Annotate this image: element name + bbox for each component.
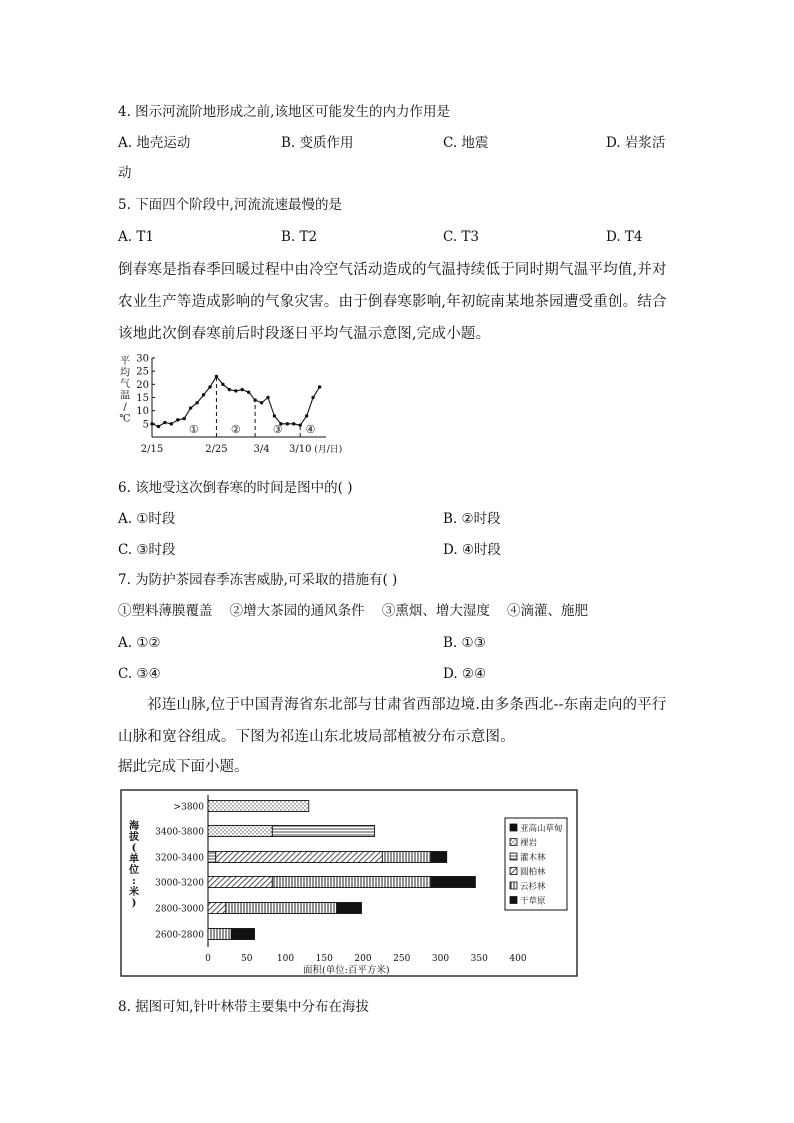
vegetation-bar-chart (120, 789, 580, 979)
period-label: ④ (305, 423, 316, 436)
legend-label: 圆柏林 (520, 867, 546, 878)
y-axis-label-char: 米 (129, 887, 139, 898)
passage-qilian-mountains: 祁连山脉,位于中国青海省东北部与甘肃省西部边境.由多条西北--东南走向的平行山脉和宽谷组成。下图为祁连山东北坡局部植被分布示意图。 (118, 697, 667, 745)
y-tick-label: 5 (142, 419, 149, 431)
x-tick-label: 2/25 (205, 444, 228, 455)
x-tick-label: 100 (276, 954, 295, 964)
q6-option-b[interactable]: B. ②时段 (443, 511, 501, 527)
legend-swatch (510, 824, 517, 831)
y-axis-label-char: 位 (129, 865, 139, 876)
period-label: ② (230, 423, 241, 436)
temperature-point (234, 389, 237, 392)
y-tick-label: 30 (136, 353, 149, 365)
y-axis-label-char: 海 (129, 821, 139, 832)
q6-stem: 6. 该地受这次倒春寒的时间是图中的( ) (118, 480, 353, 496)
y-axis-label-char: : (132, 876, 136, 887)
temperature-point (241, 388, 244, 391)
bar-segment (208, 877, 272, 888)
y-tick-label: 25 (136, 366, 149, 378)
legend-label: 灌木林 (520, 853, 546, 863)
y-axis-label-char: ( (131, 843, 137, 854)
bar-segment (226, 903, 337, 914)
bar-segment (272, 877, 431, 888)
temperature-point (292, 422, 295, 425)
x-tick-label: 2/15 (140, 444, 164, 455)
category-label: 3400-3800 (155, 827, 204, 838)
bar-segment (216, 852, 383, 863)
y-axis-label-char: 平 (120, 356, 130, 367)
q7-option-d[interactable]: D. ②④ (443, 666, 487, 682)
q6-option-d[interactable]: D. ④时段 (443, 542, 502, 558)
period-label: ③ (272, 423, 283, 436)
x-tick-label: 150 (315, 954, 333, 964)
q7-option-b[interactable]: B. ①③ (443, 635, 486, 651)
temperature-point (183, 417, 186, 420)
bar-segment (431, 852, 447, 863)
temperature-point (299, 423, 302, 426)
q6-option-c[interactable]: C. ③时段 (118, 542, 176, 558)
temperature-point (170, 422, 173, 425)
q7-measures: ①塑料薄膜覆盖 ②增大茶园的通风条件 ③熏烟、增大湿度 ④滴灌、施肥 (118, 603, 588, 619)
q7-stem: 7. 为防护茶园春季冻害威胁,可采取的措施有( ) (118, 572, 398, 588)
legend-swatch (510, 839, 517, 846)
legend-label: 裸岩 (520, 838, 538, 849)
temperature-point (195, 401, 198, 404)
temperature-point (311, 396, 314, 399)
x-tick-label: 200 (354, 954, 372, 964)
category-label: 3200-3400 (155, 853, 204, 864)
x-tick-label: 3/4 (253, 444, 270, 455)
temperature-point (202, 393, 205, 396)
legend-swatch (510, 882, 517, 889)
temperature-point (286, 422, 289, 425)
temperature-point (189, 406, 192, 409)
x-tick-label: 400 (509, 954, 527, 964)
temperature-point (157, 425, 160, 428)
temperature-point (215, 375, 218, 378)
temperature-point (260, 401, 263, 404)
temperature-point (228, 388, 231, 391)
y-tick-label: 10 (136, 406, 149, 418)
passage-qilian-tail: 据此完成下面小题。 (118, 759, 249, 775)
q4-option-a[interactable]: A. 地壳运动 (118, 135, 191, 151)
legend-label: 云杉林 (520, 882, 546, 892)
bar-segment (382, 852, 431, 863)
temperature-point (318, 385, 321, 388)
legend-swatch (510, 853, 517, 860)
bar-segment (337, 903, 362, 914)
y-axis-label-char: ℃ (119, 413, 131, 425)
period-label: ① (188, 423, 199, 436)
x-tick-label: 250 (393, 954, 411, 964)
q5-stem: 5. 下面四个阶段中,河流流速最慢的是 (118, 197, 342, 213)
legend-label: 干草原 (520, 896, 546, 907)
temperature-point (305, 414, 308, 417)
q5-option-d[interactable]: D. T4 (606, 229, 643, 245)
bar-segment (208, 903, 226, 914)
x-tick-label: 350 (470, 954, 488, 964)
y-tick-label: 15 (136, 393, 149, 404)
q8-stem: 8. 据图可知,针叶林带主要集中分布在海拔 (118, 999, 369, 1015)
q7-option-c[interactable]: C. ③④ (118, 666, 161, 682)
y-axis-label-char: 拔 (129, 832, 139, 843)
y-axis-label-char: 温 (120, 390, 130, 402)
q7-option-a[interactable]: A. ①② (118, 635, 161, 651)
temperature-point (208, 385, 211, 388)
bar-segment (231, 929, 254, 940)
x-axis-label: (月/日) (314, 445, 343, 455)
q5-option-c[interactable]: C. T3 (443, 229, 480, 245)
bar-segment (431, 877, 475, 888)
y-axis-label-char: 气 (120, 379, 130, 390)
x-tick-label: 0 (205, 954, 211, 964)
q4-option-b[interactable]: B. 变质作用 (281, 135, 354, 151)
legend-label: 亚高山草甸 (520, 824, 563, 834)
x-tick-label: 300 (431, 954, 450, 964)
temperature-point (163, 421, 166, 424)
y-axis-label-char: 单 (129, 854, 139, 865)
q6-option-a[interactable]: A. ①时段 (118, 511, 176, 527)
temperature-line-chart (116, 352, 343, 468)
bar-segment (208, 801, 309, 812)
q4-stem: 4. 图示河流阶地形成之前,该地区可能发生的内力作用是 (118, 104, 450, 120)
y-axis-label-char: ) (131, 898, 137, 909)
bar-segment (272, 826, 374, 837)
q5-option-a[interactable]: A. T1 (118, 229, 154, 245)
temperature-point (266, 396, 269, 399)
q4-option-c[interactable]: C. 地震 (443, 135, 489, 151)
q5-option-b[interactable]: B. T2 (281, 229, 318, 245)
temperature-point (253, 398, 256, 401)
category-label: 2600-2800 (155, 930, 204, 941)
bar-segment (208, 826, 272, 837)
q4-option-d-wrap: 动 (118, 165, 132, 181)
temperature-point (273, 414, 276, 417)
x-axis-label: 面积(单位:百平方米) (303, 965, 390, 976)
x-tick-label: 3/10 (288, 444, 312, 455)
y-tick-label: 20 (136, 379, 149, 391)
temperature-point (247, 391, 250, 394)
bar-segment (208, 929, 231, 940)
q4-option-d[interactable]: D. 岩浆活 (606, 135, 666, 151)
temperature-point (150, 422, 153, 425)
y-axis-label-char: 均 (120, 367, 130, 379)
x-tick-label: 50 (241, 954, 253, 964)
y-axis-label-char: / (123, 402, 127, 413)
bar-segment (208, 852, 216, 863)
temperature-point (221, 383, 224, 386)
category-label: 2800-3000 (155, 904, 204, 915)
legend-swatch (510, 868, 517, 875)
category-label: >3800 (173, 802, 204, 813)
category-label: 3000-3200 (155, 878, 204, 889)
legend-swatch (510, 897, 517, 904)
temperature-point (176, 418, 179, 421)
passage-late-spring-cold: 倒春寒是指春季回暖过程中由冷空气活动造成的气温持续低于同时期气温平均值,并对农业生产等造成影响的气象灾害。由于倒春寒影响,年初皖南某地茶园遭受重创。结合该地此次倒春寒前后时段逐日平均气温示意图,完成小题。 (118, 262, 667, 342)
